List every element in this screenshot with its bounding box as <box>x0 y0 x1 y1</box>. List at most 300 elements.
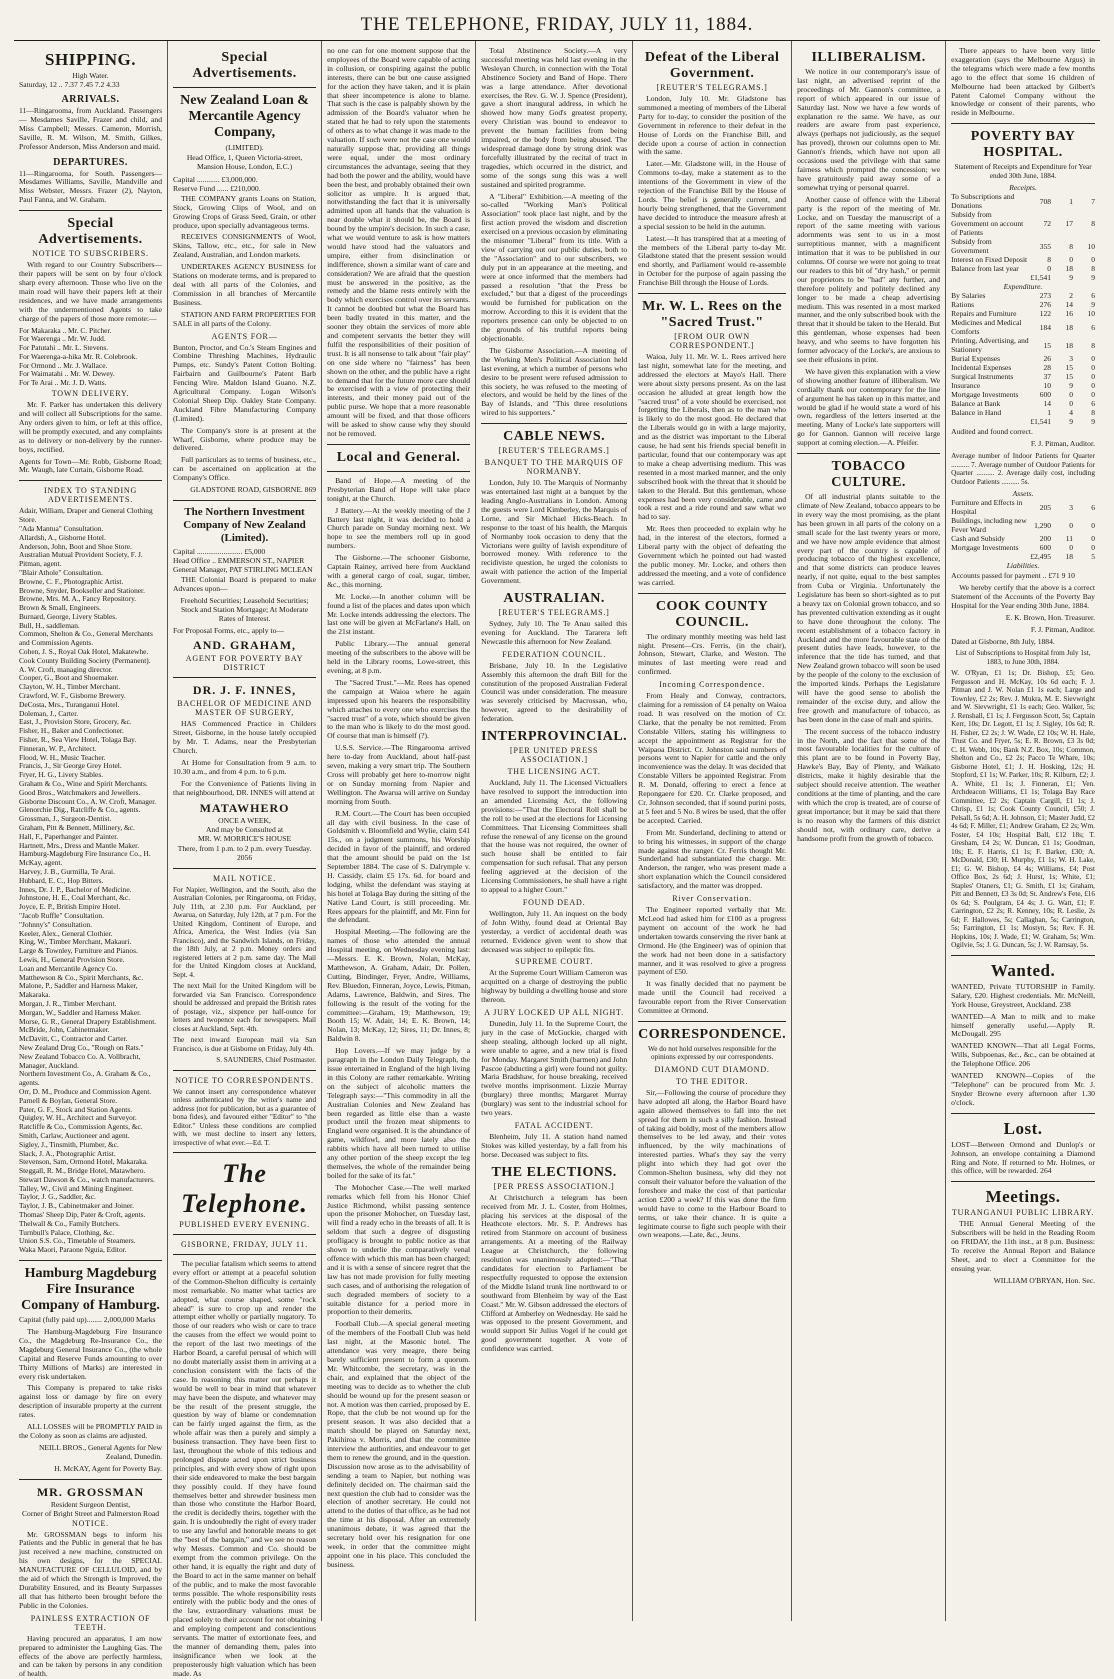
index-item: Anderson, John, Boot and Shoe Store. <box>19 541 132 551</box>
meetings-heading: Meetings. <box>985 1187 1061 1207</box>
table-row <box>951 516 1095 534</box>
index-item: A. W. Croft, managing director. <box>19 664 113 674</box>
local-item: The Mohocher Case.—The well marked remarks which fell from his Honor Chief Justice Richmond, whilst passing sentence upon the prisoner Mohocher, on Tuesday last, will find a ready echo in the breasts of all. It is seldom that such a degree of disgusting profligacy is brought to public notice as that shown to underlie the comparatively venal offence with which this man has been charged; and it is with a sense of sincere regret that the law has not made provision for fully meeting such cases, and of authorising the relegation of such degraded members of society to a suitable distance for a period more in proportion to their demerits. <box>327 1182 471 1317</box>
row-label: Incidental Expenses <box>951 363 1012 373</box>
innes-text-3: For the Convenience of Patients living in that neighbourhood, DR. INNES will attend at <box>173 778 317 797</box>
amount-cell: 0 <box>1091 390 1095 400</box>
column-5 <box>633 41 792 1621</box>
federation-heading: FEDERATION COUNCIL. <box>502 649 607 659</box>
grossman-text: Mr. GROSSMAN begs to inform his Patients and the Public in general that he has just received a new machine, constructed on his own designs, for the SPECIAL MANUFACTURE OF CELLULOID, and by the aid of which the Strength is Improved, the Durability Ensured, and its Beauty Surpasses all that has hitherto been brought before the Public in the Colonies. <box>19 1529 163 1610</box>
row-label: Subsidy from Government on account of Patients <box>951 210 1024 238</box>
index-heading: INDEX TO STANDING ADVERTISEMENTS. <box>43 486 138 505</box>
painless-text: Having procured an apparatus, I am now prepared to administer the Laughing Gas. The effects of the above are perfectly harmless, and can be taken by persons in any condition of health. <box>19 1633 163 1679</box>
index-item: Browne, Mrs. M. A., Fancy Repository. <box>19 594 137 604</box>
index-item: Cook County Building Society (Permanent). <box>19 655 151 665</box>
amount-cell: 9 <box>1069 417 1073 427</box>
assets-table <box>951 498 1095 561</box>
local-item: The Gisborne.—The schooner Gisborne, Captain Rainey, arrived here from Auckland with a general cargo of coal, sugar, timber, &c., this morning. <box>327 553 471 589</box>
supreme-court-heading: SUPREME COURT. <box>515 957 594 967</box>
northern-forms: For Proposal Forms, etc., apply to— <box>173 625 284 635</box>
grossman-subtitle: Resident Surgeon Dentist, <box>50 1499 131 1509</box>
mail-text-3: The next inward European mail via San Francisco, is due at Gisborne on Friday, July 4th. <box>173 1036 317 1053</box>
row-label <box>951 273 1029 282</box>
diamond-to: TO THE EDITOR. <box>675 1076 749 1086</box>
cook-county-heading: COOK COUNTY COUNCIL. <box>655 598 769 630</box>
index-item: Stevenson, Sam, Ormond Hotel, Makaraka. <box>19 1157 148 1167</box>
index-item: Cohen, J. S., Royal Oak Hotel, Makatewhe. <box>19 647 149 657</box>
index-item: Crawford, W. F., Gisborne Brewery. <box>19 691 126 701</box>
index-item: Stewart Dawson & Co., watch manufacturers. <box>19 1174 155 1184</box>
amount-cell: 16 <box>1065 309 1073 319</box>
elections-text: At Christchurch a telegram has been received from Mr. J. L. Coster, from Holmes, placing his services at the disposal of the Heathcote electors. Mr. S. P. Andrews has retired from Stanmore on account of business arrangements. At a meeting of the Railway League at Christchurch, the following resolution was unanimously adopted:—"That candidates for election to Parliament be respectfully requested to oppose the extension of the Middle Island trunk line northward to or southward from Blenheim by way of the East Coast." Mr. W. Gibson addressed the electors of Clifford at Amberley on Wednesday. He said he was opposed to the present Government, and would support Sir Julius Vogel if he could get good government together. A vote of confidence was carried. <box>481 1192 628 1354</box>
river-text-2: It was finally decided that no payment be made until the Council had received a favourable report from the River Conservation Committee at Ormond. <box>638 979 787 1016</box>
town-delivery-text: Mr. F. Parker has undertaken this delivery and will collect all Subscriptions for the same. Any orders given to him, or left at this office, will be promptly executed, and any complaints as to delivery or non-delivery by the runner-boys, rectified. <box>19 400 163 454</box>
amount-cell: 2 <box>1069 291 1073 301</box>
amount-cell: 355 <box>1039 241 1051 251</box>
amount-cell: 15 <box>1065 363 1073 373</box>
wanted-heading: Wanted. <box>990 960 1056 980</box>
divider <box>173 1070 316 1071</box>
licensing-heading: THE LICENSING ACT. <box>507 767 601 777</box>
defeat-text-3: Latest.—It has transpired that at a meeting of the members of the Liberal party to-day Mr. Gladstone stated that the present session would end shortly, and Parliament would re-assemble in October for the purpose of again passing the Franchise Bill through the House of Lords. <box>638 233 787 288</box>
arrivals-text: 11—Ringarooma, from Auckland. Passengers — Mesdames Saville, Frazer and child, and Miss Campbell; Messrs. Cameron, Morrish, Saville, R. M. Wilson, M. Smith, Gilkes, Professor Anderson, Miss Anderson and maid. <box>19 106 163 151</box>
index-item: "Ada Mantua" Consultation. <box>19 523 104 533</box>
river-text: The Engineer reported verbally that Mr. McLeod had asked him for £100 as a progress payment on account of the work he had undertaken towards conserving the river bank at Ormond. He (the Engineer) was of opinion that the work had not been done in a satisfactory manner, and it was resolved to give a progress payment of £50. <box>638 905 787 977</box>
nzloan-text-5: The Company's store is at present at the Wharf, Gisborne, where produce may be delivered. <box>173 425 317 453</box>
amount-cell: 6 <box>1091 322 1095 332</box>
index-item: Glenorchie Dig., Ratcliffe & Co., agents. <box>19 805 141 815</box>
index-item: Flood, W. H., Music Teacher. <box>19 752 106 762</box>
local-item: U.S.S. Service.—The Ringarooma arrived here to-day from Auckland, about half-past seven, making a very smart trip. The Southern Cross will probably get here to-morrow night or on Sunday morning from Napier and Wellington. The Awarua will arrive on Sunday morning from South. <box>327 743 471 806</box>
index-item: Morgan, W., Saddler and Harness Maker. <box>19 1007 141 1017</box>
local-item: J Battery.—At the weekly meeting of the J Battery last night, it was decided to hold a Church parade on Sunday morning next. We hope to see the members roll up in good numbers. <box>327 505 471 551</box>
amount-cell: 28 <box>1043 363 1051 373</box>
index-item: Slack, J. A., Photographic Artist. <box>19 1148 116 1158</box>
masthead: THE TELEPHONE, FRIDAY, JULY 11, 1884. <box>14 12 1100 41</box>
receipts-heading: Receipts. <box>1009 183 1037 193</box>
defeat-heading: Defeat of the Liberal Government. <box>644 50 780 81</box>
northern-list: Freehold Securities; Leasehold Securities; Stock and Station Mortgage; At Moderate Rates of Interest. <box>180 595 309 623</box>
index-item: Hartnett, Mrs., Dress and Mantle Maker. <box>19 840 140 850</box>
index-item: Graham & Co., Wine and Spirit Merchants. <box>19 779 148 789</box>
divider <box>327 444 470 445</box>
index-item: Harvey, J. B., Gurmilla, Te Arai. <box>19 867 115 876</box>
innes-house: MR. W. MORRICE'S HOUSE <box>197 833 292 843</box>
elections-heading: THE ELECTIONS. <box>491 1164 617 1180</box>
index-item: Clayton, W. H., Timber Merchant. <box>19 682 121 692</box>
tide-row: Saturday, 12 .. 7.37 7.45 7.2 4.33 <box>19 80 120 89</box>
northern-title: The Northern Investment Company of New Zealand (Limited). <box>183 506 306 544</box>
departures-heading: DEPARTURES. <box>53 156 128 168</box>
divider <box>173 1234 316 1235</box>
index-item: Lewis, H., General Provision Store. <box>19 954 125 964</box>
index-item: Finneran, W. P., Architect. <box>19 743 97 753</box>
amount-cell: 26 <box>1043 354 1051 364</box>
amount-cell: 9 <box>1069 381 1073 391</box>
index-item: Graham, Pitt & Bennett, Millinery, &c. <box>19 823 135 833</box>
index-item: Innes, Dr. J. P., Bachelor of Medicine. <box>19 884 132 894</box>
innes-title: DR. J. F. INNES, <box>192 683 297 698</box>
wanted-item: WANTED—A Man to milk and to make himself generally useful.—Apply R. McDougall. 295 <box>951 1011 1095 1039</box>
illiberalism-text-3: We have given this explanation with a view of showing another feature of illiberalism. We cordially thank our contemporary for the line of argument he has taken up in this matter, and would be glad if he would state a word of his own, regardless of the letters inserted at the meeting. Many of Locke's late supporters will go for Gannon. Gannon will receive large support at coming election.—A. Pfeifer. <box>797 366 941 448</box>
table-row <box>951 417 1095 426</box>
row-label: Repairs and Furniture <box>951 309 1017 319</box>
amount-cell: 3 <box>1069 354 1073 364</box>
amount-cell: 708 <box>1039 196 1051 206</box>
nzloan-title: New Zealand Loan & Mercantile Agency Company, <box>180 93 309 140</box>
column-2 <box>168 41 322 1678</box>
published-line: PUBLISHED EVERY EVENING. <box>179 1220 310 1229</box>
hamburg-capital: Capital (fully paid up)........ 2,000,000 Marks <box>19 1315 156 1325</box>
row-label: Medicines and Medical Comforts <box>951 318 1022 337</box>
index-item: Brown & Small, Engineers. <box>19 603 101 613</box>
amount-cell: 200 <box>1039 534 1051 544</box>
amount-cell: 276 <box>1039 300 1051 310</box>
index-item: Keeler, Alex., General Clothier. <box>19 928 113 938</box>
interprovincial-heading: INTERPROVINCIAL. <box>481 729 628 745</box>
index-item: Francis, J., Sir George Grey Hotel. <box>19 761 122 771</box>
agent-item: For Makaraka .. Mr. C. Pitcher. <box>19 325 112 335</box>
graham-title: AND. GRAHAM, <box>193 638 297 653</box>
table-row <box>951 300 1095 309</box>
innes-text-4: And may be Consulted at <box>205 824 284 834</box>
amount-cell: 0 <box>1091 381 1095 391</box>
index-item: Fisher, H., Baker and Confectioner. <box>19 726 124 736</box>
wanted-item: WANTED KNOWN—Copies of the "Telephone" can be procured from Mr. J. Snyder Browne every afternoon after 1.30 o'clock. <box>951 1071 1095 1107</box>
receipts-table <box>951 192 1095 282</box>
fatal-accident-text: Blenheim, July 11. A station hand named Stokes was killed yesterday, by a fall from his horse. Deceased was subject to fits. <box>481 1132 628 1159</box>
index-item: Taylor, J. B., Cabinetmaker and Joiner. <box>19 1201 134 1211</box>
local-item: The "Sacred Trust."—Mr. Rees has opened the campaign at Waioa where he again impressed upon his hearers the responsibility which attaches to every one who exercises the "sacred trust" of a vote, which should be given to the man who is likely to do the most good. Of course that man is himself (?). <box>327 677 471 741</box>
index-item: Fisher, R., Sea View Hotel, Tolaga Bay. <box>19 735 137 745</box>
divider <box>951 1181 1095 1182</box>
index-item: McBride, John, Cabinetmaker. <box>19 1025 110 1035</box>
nzloan-capital: Capital ............ £3,000,000. <box>173 174 258 184</box>
divider <box>173 500 316 501</box>
audited-line: Audited and found correct. <box>951 427 1033 437</box>
amount-cell: 0 <box>1091 363 1095 373</box>
row-label: Mortgage Investments <box>951 390 1019 400</box>
amount-cell: 600 <box>1039 543 1051 553</box>
local-item: Hop Lovers.—If we may judge by a paragraph in the London Daily Telegraph, the issue entertained in England of the high living in this Colony are rather remarkable. Writing on the subject of alcoholic matters the Telegraph says:—"This commodity in all the Australian Colonies and New Zealand has been regarded as little else than a waste product until the frozen meat shipments to England were organised. It is the abundance of game, wildfowl, and more lately also the rabbits which have all been turned to utilise any other portion of the sheep except the leg themselves, the whole of the remainder being boiled for the sake of its fat." <box>327 1046 471 1180</box>
rees-text-2: Mr. Rees then proceeded to explain why he had, in the interest of the electors, formed a Liberal party with the object of defeating the Government which he pointed out had wasted the public money. Mr. Locke, and others then addressed the meeting, and a vote of confidence was carried. <box>638 524 787 587</box>
index-item: Morse, G. R., General Drapery Establishment. <box>19 1016 157 1026</box>
table-row <box>951 336 1095 354</box>
agent-item: For Waerenga-a-hika Mr. R. Colebrook. <box>19 351 138 361</box>
jury-text: Dunedin, July 11. In the Supreme Court, the jury in the case of McGuckie, charged with sheep stealing, although locked up all night, were unable to agree, and a new trial is fixed for Monday. Margaret Smith (barmen) and John Pascoe (abducting a girl) were found not guilty. Maria Bradshaw, for house breaking, received twelve months imprisonment. Lizzie Murray (burglary) three months; Margaret Murray (burglary) was sent to the industrial school for two years. <box>481 1019 628 1118</box>
table-row <box>951 543 1095 552</box>
amount-cell: 15 <box>1065 372 1073 382</box>
amount-cell: 18 <box>1065 322 1073 332</box>
table-row <box>951 264 1095 273</box>
row-label: Interest on Fixed Deposit <box>951 255 1028 265</box>
agents-list <box>19 327 162 389</box>
rees-heading: Mr. W. L. Rees on the "Sacred Trust." <box>642 299 783 331</box>
illiberalism-text-2: Another cause of offence with the Liberal party is the report of the meeting of Mr. Locke, and on Tuesday the manuscript of a report of the same meeting with various adornments was sent to us in a most surreptitious manner, with a magnificent intimation that it was to be published in our columns. Of course we were not going to treat our readers to this bit of "dry hash," or permit our proprietors to be "had" any further, and therefore politely and politely declined any longer to be made a cheap advertising medium. This was resented in a most marked manner, and the only subscribed book with the threat that it should be taken to the Herald. But this gentleman, whose expenses had been heavy, and who seems to have forgotten his former advocacy of the Locke's, are anxious to see their effusions in print. <box>797 194 941 364</box>
rees-source: [FROM OUR OWN CORRESPONDENT.] <box>669 332 755 351</box>
arrivals-heading: ARRIVALS. <box>61 94 120 105</box>
index-item: Thelwall & Co., Family Butchers. <box>19 1218 120 1228</box>
index-item: New Zealand Drug Co., "Rough on Rats." <box>19 1042 144 1052</box>
index-item: McDavitt, C., Contractor and Carter. <box>19 1034 128 1044</box>
defeat-text-2: Later.—Mr. Gladstone will, in the House of Commons to-day, make a statement as to the intentions of the Government in view of the rejection of the Franchise Bill by the House of Lords. The belief is generally current, and hourly being strengthened, that the Government have decided to introduce the measure afresh at a special session to be held in the autumn. <box>638 159 787 231</box>
high-water-label: High Water. <box>72 71 109 80</box>
expenditure-table <box>951 291 1095 426</box>
index-item: King, W., Timber Merchant, Makauri. <box>19 937 132 947</box>
correspondence-note: We do not hold ourselves responsible for the opinions expressed by our correspondents. <box>648 1044 777 1062</box>
table-row <box>951 237 1095 255</box>
departures-text: 11—Ringarooma, for South. Passengers—Mesdames Williams, Saville, Mandville and Miss Webster, Messrs. Frazer (2), Nayton, Paul Fanna, and W. Graham. <box>19 168 163 205</box>
correspondents-heading: NOTICE TO CORRESPONDENTS. <box>175 1075 314 1085</box>
agent-item: For Patutahi .. Mr. L. Stevens. <box>19 343 109 353</box>
divider <box>638 1021 786 1022</box>
hamburg-title: Hamburg Magdeburg Fire Insurance Company of Hamburg. <box>21 1266 160 1314</box>
australian-text: Sydney, July 10. The Te Anau sailed this evening for Auckland. The Tararera left Newcastle this afternoon for New Zealand. <box>481 619 628 646</box>
amount-cell: 9 <box>1091 300 1095 310</box>
column-6 <box>792 41 946 1621</box>
index-item: Sigley, J., Tinsmith, Plumber, &c. <box>19 1139 119 1149</box>
index-item: Common, Shelton & Co., General Merchants and Commission Agents. <box>19 629 153 648</box>
amount-cell: 0 <box>1091 520 1095 530</box>
licensing-text: Auckland, July 11. The Licensed Victuallers have resolved to support the introduction into an amended Licensing Act, the following provisions:—"That the Electoral Roll shall be the roll to be used at the elections for Licensing Committees. That Licensing Committees shall refuse the renewal of any license on the ground that the house was not required, the owner of such house shall be entitled to fair compensation for such refusal. That any person feeling aggrieved at the decision of the Licensing Commissioners, he shall have a right to appeal to a higher Court." <box>481 778 628 894</box>
nzloan-reserve: Reserve Fund ...... £210,000. <box>173 183 261 193</box>
wanted-item: WANTED KNOWN—That all Legal Forms, Wills, Subpoenas, &c., &c., can be obtained at the Telephone Office. 206 <box>951 1041 1095 1069</box>
table-row <box>951 363 1095 372</box>
found-dead-text: Wellington, July 11. An inquest on the body of John Withy, found dead at Oriental Bay yesterday, a verdict of accidental death was returned. Evidence given went to show that deceased was subject to epileptic fits. <box>481 908 628 954</box>
correspondence-heading: CORRESPONDENCE. <box>638 1026 787 1042</box>
index-item: Doleman, J., Carter. <box>19 708 79 718</box>
correspondents-text: We cannot insert any correspondence whatever unless authenticated by the writer's name and address (not for publication, but as a guarantee of bona fides), and favoured either "Editor" to "the Editor." Unless these conditions are complied with, we must decline to insert any letters, irrespective of what ever.—Ed. T. <box>173 1087 317 1147</box>
mail-heading: MAIL NOTICE. <box>213 873 277 883</box>
index-item: Fryer, H. G., Livery Stables. <box>19 770 104 780</box>
index-item: "Blair Athole" Consultation. <box>19 567 103 577</box>
illiberalism-text: We notice in our contemporary's issue of last night, an advertised reprint of the proceedings of Mr. Gannon's committee, a report of which appeared in our issue of Saturday last. Now we have a few words of explanation re the same. We have, as our readers are aware from past experience, always (perhaps not judiciously, as the sequel has proved), thrown our columns open to Mr. Gannon's friends, which have not upon all occasions used the privilege with that same fairness which prompted the concession; we have gratuitously paid away some of a somewhat trying or personal quarrel. <box>797 67 941 192</box>
row-label: Mortgage Investments <box>951 543 1019 553</box>
amount-cell: 273 <box>1039 291 1051 301</box>
index-item: Turnbull's Palace, Clothing, &c. <box>19 1227 115 1237</box>
agent-item: For Waerenga .. Mr. W. Judd. <box>19 334 106 344</box>
northern-manager: General Manager, PAT STIRLING MCLEAN <box>173 565 313 574</box>
index-item: Burnard, George, Livery Stables. <box>19 611 117 621</box>
diamond-heading: DIAMOND CUT DIAMOND. <box>654 1064 770 1074</box>
amount-cell: 0 <box>1069 520 1073 530</box>
divider <box>173 868 316 869</box>
auditor-line: F. J. Pitman, Auditor. <box>1030 439 1095 449</box>
amount-cell: 8 <box>1047 255 1051 265</box>
row-label <box>951 552 1029 561</box>
index-item: Bull, H., saddleman. <box>19 620 80 630</box>
innes-place: MATAWHERO <box>199 800 290 815</box>
hamburg-signature-2: H. McKAY, Agent for Poverty Bay. <box>54 1463 163 1473</box>
cable-heading: CABLE NEWS. <box>503 429 606 445</box>
amount-cell: 9 <box>1091 273 1095 283</box>
amount-cell: 6 <box>1091 291 1095 301</box>
cable-text: London, July 10. The Marquis of Normanby was entertained last night at a banquet by the leading Anglo-Australians in London. Among the guests were Lord Kimberley, the Marquis of Lorne, and Sir Michael Hicks-Beach. In response to the toast of his health, the Marquis of Normanby took occasion to deny that the Victorians were guilty of lavish expenditure of borrowed money. With reference to the recidiviste question, he urged the colonists to await with patience the action of the Imperial Government. <box>481 478 628 586</box>
grossman-address: Corner of Bright Street and Palmerston Road <box>21 1508 160 1518</box>
amount-cell: 17 <box>1065 219 1073 229</box>
hospital-subheading: Statement of Receipts and Expenditure for Year ended 30th June, 1884. <box>954 163 1092 180</box>
agents-for-heading: AGENTS FOR— <box>211 331 278 341</box>
amount-cell: 3 <box>1069 502 1073 512</box>
row-label: Burial Expenses <box>951 354 1001 364</box>
amount-cell: 4 <box>1069 408 1073 418</box>
liabilities-text: Accounts passed for payment .. £71 9 10 <box>951 571 1075 581</box>
index-item: Taylor, J. G., Saddler, &c. <box>19 1192 96 1202</box>
australian-heading: AUSTRALIAN. <box>503 591 605 607</box>
innes-text-2: At Home for Consultation from 9 a.m. to 10.30 a.m., and from 4 p.m. to 6 p.m. <box>173 758 317 776</box>
row-label: Furniture and Effects in Hospital <box>951 498 1023 517</box>
amount-cell: 122 <box>1039 309 1051 319</box>
divider <box>173 1254 316 1255</box>
northern-capital: Capital ........................ £5,000 <box>173 547 266 556</box>
northern-office: Head Office .. EMMERSON ST., NAPIER <box>173 556 305 565</box>
amount-cell: 0 <box>1091 354 1095 364</box>
amount-cell: 8 <box>1069 241 1073 251</box>
row-label: By Salaries <box>951 291 986 301</box>
index-item: Morgan, J. R., Timber Merchant. <box>19 998 117 1008</box>
nzloan-office: Head Office, 1, Queen Victoria-street, Mansion House, London, E.C.) <box>186 153 303 171</box>
graham-subtitle: AGENT FOR POVERTY BAY DISTRICT <box>185 654 304 673</box>
divider <box>173 677 316 678</box>
row-label: Cash and Subsidy <box>951 534 1005 544</box>
amount-cell: £2,495 <box>1030 552 1051 562</box>
index-item: East, J., Provision Store, Grocery, &c. <box>19 717 132 727</box>
columns <box>14 41 1100 1679</box>
nzloan-text: THE COMPANY grants Loans on Station, Stock, Growing Clips of Wool, and on Growing Crops of Grass Seed, Grain, or other produce, upon specially advantageous terms. <box>173 193 317 230</box>
row-label: Rations <box>951 300 975 310</box>
index-item: Steggall, R. M., Bridge Hotel, Matawhero. <box>19 1166 146 1176</box>
row-label: Buildings, including new Fever Ward <box>951 516 1027 535</box>
agent-item: For Ormond .. Mr. J. Wallace. <box>19 360 108 370</box>
index-item: Joyce, E. P., British Empire Hotel. <box>19 902 121 912</box>
amount-cell: 0 <box>1069 399 1073 409</box>
divider <box>173 1152 316 1153</box>
amount-cell: 72 <box>1043 219 1051 229</box>
local-item: The Gisborne Association.—A meeting of the Working Men's Political Association held last evening, at which a number of persons who desire to be present were refused admission to this society, he was refused to the meeting of electors, and would be held by the lines of the Bay of Islands, and "This three resolutions wired to his supporters." <box>481 345 628 418</box>
intro-text: There appears to have been very little exaggeration (says the Melbourne Argus) in the telegrams which were made a few months ago to the effect that some 16 children of Melbourne had been attacked by Gilbert's Patent Calomel Company without the knowledge or consent of their parents, who reside in Melbourne. <box>951 46 1095 118</box>
treasurer-line: E. K. Brown, Hon. Treasurer. <box>1005 612 1095 622</box>
interprovincial-source: [PER UNITED PRESS ASSOCIATION.] <box>509 746 599 765</box>
table-row <box>951 552 1095 561</box>
local-item: Total Abstinence Society.—A very successful meeting was held last evening in the Wesleyan Church, in connection with the Total Abstinence Society and Band of Hope. There was a large attendance. After devotional exercises, the Rev. G. W. J. Spence (President), gave a short inaugural address, in which he showed how many God's greatest property, every Christian was bound to endeavor to prevent the human facilities from being impaired, or the body from being abused. The widespread damage done by strong drink was forcefully illustrated by the recital of tract in tragedies, which occurred in the district, and some of the songs sung this was a well sustained and spirited programme. <box>481 46 628 189</box>
nzloan-address: GLADSTONE ROAD, GISBORNE. 869 <box>190 485 317 495</box>
amount-cell: 8 <box>1091 219 1095 229</box>
amount-cell: 5 <box>1091 552 1095 562</box>
row-label: Printing, Advertising, and Stationery <box>951 336 1029 355</box>
amount-cell: 8 <box>1091 408 1095 418</box>
nzloan-text-2: RECEIVES CONSIGNMENTS of Wool, Skins, Tallow, etc., etc., for sale in New Zealand, Australian, and London markets. <box>173 232 317 260</box>
index-item: DeCosta, Mrs., Turanganui Hotel. <box>19 699 120 709</box>
defeat-text: London, July 10. Mr. Gladstone has summoned a meeting of members of the Liberal Party for to-day, to consider the position of the Government in reference to their defeat in the House of Lords on the Franchise Bill, and decide upon a course of action in connection with the same. <box>638 94 787 157</box>
amount-cell: 18 <box>1065 264 1073 274</box>
dated-line: Dated at Gisborne, 8th July, 1884. <box>951 636 1055 646</box>
library-signature: WILLIAM O'BRYAN, Hon. Sec. <box>993 1275 1095 1285</box>
index-item: Browne, Snyder, Bookseller and Stationer. <box>19 585 145 595</box>
table-row <box>951 534 1095 543</box>
amount-cell: 8 <box>1091 340 1095 350</box>
nzloan-text-6: Full particulars as to terms of business, etc., can be ascertained on application at the Company's Office. <box>173 455 317 483</box>
amount-cell: 10 <box>1087 309 1095 319</box>
amount-cell: 37 <box>1043 372 1051 382</box>
local-item: A "Liberal" Exhibition.—A meeting of the so-called "Working Man's Political Association" took place last night, and by the first action proved the wisdom and discretion exercised on a previous occasion by eliminating the misnomer "Liberal" from its title. With a view of carrying out our public duties, both to the "Association" and to our subscribers, we duly put in an appearance at the meeting, and were at once informed that the members had passed a resolution "that the Press be excluded," but that a digest of the proceedings would be furnished for publication on the morrow. According to this it is evident that the reporters presence can only be objected to on the grounds of his truthful reports being objectionable. <box>481 191 628 343</box>
index-item: Parnell & Boylan, General Store. <box>19 1095 118 1105</box>
amount-cell: 0 <box>1069 390 1073 400</box>
averages-text: Average number of Indoor Patients for Quarter .......... 7. Average number of Outdoor Patients for Quarter .......... 2. Average daily cost, including Outdoor Patients .......... 5s. <box>951 452 1095 486</box>
amount-cell: 600 <box>1039 390 1051 400</box>
index-item: Orr, D. M., Produce and Commission Agent. <box>19 1086 152 1096</box>
local-items <box>327 477 470 1570</box>
nzloan-text-4: STATION AND FARM PROPERTIES FOR SALE in all parts of the Colony. <box>173 309 317 328</box>
local-item: Band of Hope.—A meeting of the Presbyterian Band of Hope will take place tonight, at the Church. <box>327 475 471 503</box>
amount-cell: 8 <box>1091 264 1095 274</box>
amount-cell: 1,290 <box>1034 520 1051 530</box>
amount-cell: 18 <box>1065 552 1073 562</box>
table-row <box>951 408 1095 417</box>
auditor-line-2: F. J. Pitman, Auditor. <box>1030 624 1095 634</box>
library-heading: TURANGANUI PUBLIC LIBRARY. <box>951 1208 1095 1218</box>
table-row <box>951 390 1095 399</box>
divider <box>19 480 162 481</box>
divider <box>19 210 162 211</box>
amount-cell: 0 <box>1091 534 1095 544</box>
index-item: Thomas' Sheep Dip, Pater & Croft, agents. <box>19 1210 146 1220</box>
amount-cell: 0 <box>1091 372 1095 382</box>
divider <box>797 453 940 454</box>
tobacco-text-2: The recent success of the tobacco industry in the North, and the fact that some of the most favourable localities for the culture of this plant are to be found in Poverty Bay, Hawke's Bay, Bay of Plenty, and Waikato districts, make it highly desirable that the subject should receive attention. The weather conditions at the time of planting, and the care with which the crop is treated, are of course of great importance; but it may be said that there is no reason why the farmers of this district should not, with ordinary care, derive a handsome profit from the growth of tobacco. <box>797 726 941 843</box>
column-7 <box>946 41 1100 1621</box>
amount-cell: £1,541 <box>1030 273 1051 283</box>
divider <box>173 87 316 88</box>
tobacco-text: Of all industrial plants suitable to the climate of New Zealand, tobacco appears to be in every way the most promising, as the plant has been grown in all parts of the colony on a small scale for the last twenty years or more, and we have now ample evidence that almost every part of the country is capable of producing tobacco of the highest excellence, and that some districts can produce leaves nearly, if not quite, equal to the best samples from Cuba or Virginia. Unfortunately the Legislature has been so short-sighted as to put a heavy tax on Colonial grown tobacco, and so has prevented cultivation extending as it ought to have done throughout the colony. The recent establishment of a tobacco factory in Auckland and the more favourable state of the present duties have leads, however, to the inference that the tide has turned, and that New Zealand grown tobacco will soon be used by the people of the colony to the exclusion of the imported kinds. Perhaps the Legislature will have the good sense to abolish the remainder of the excise duty, and allow the free growth and manufacture of tobacco, as has been done in the case of malt and spirits. <box>797 492 941 724</box>
assets-heading: Assets. <box>1012 489 1034 499</box>
northern-text: THE Colonial Board is prepared to make Advances upon— <box>173 575 317 593</box>
elections-source: [PER PRESS ASSOCIATION.] <box>493 1181 615 1191</box>
town-agents-text: Agents for Town—Mr. Robb, Gisborne Road; Mr. Waugh, late Curtain, Gisborne Road. <box>19 456 163 475</box>
library-text: THE Annual General Meeting of the Subscribers will be held in the Reading Room on FRIDAY, the 11th inst., at 8 p.m. Business: To receive the Annual Report and Balance Sheet, and to elect a Committee for the ensuing year. <box>951 1219 1095 1273</box>
town-delivery-heading: TOWN DELIVERY. <box>51 389 130 399</box>
amount-cell: 10 <box>1043 381 1051 391</box>
divider <box>327 471 470 472</box>
table-row <box>951 210 1095 237</box>
index-item: Australian Mutual Provident Society, F. J. Pitman, agent. <box>19 550 143 569</box>
amount-cell: 9 <box>1069 273 1073 283</box>
amount-cell: 14 <box>1043 399 1051 409</box>
tobacco-heading: TOBACCO CULTURE. <box>831 459 906 491</box>
australian-source: [REUTER'S TELEGRAMS.] <box>498 608 610 618</box>
divider <box>951 123 1095 124</box>
river-heading: River Conservation. <box>672 894 752 904</box>
cable-subheading: BANQUET TO THE MARQUIS OF NORMANBY. <box>484 458 624 477</box>
table-row <box>951 273 1095 282</box>
amount-cell: 205 <box>1039 502 1051 512</box>
hamburg-text-3: ALL LOSSES will be PROMPTLY PAID in the Colony as soon as claims are adjusted. <box>19 1422 163 1440</box>
hamburg-text: The Hamburg-Magdeburg Fire Insurance Co., the Magdeburg Re-Insurance Co., the Magdeburg General Insurance Co., (the whole Capital and Reserve Funds amounting to over Thirty Millions of Marks) are interested in every risk undertaken. <box>19 1326 163 1381</box>
notice-text: With regard to our Country Subscribers—their papers will be sent on by four o'clock sharp every afternoon. Those who live on the main road will have their papers left at their residences, and we have made arrangements with the undermentioned Agents to take charge of the papers of those more remote:— <box>19 260 163 323</box>
mail-text: For Napier, Wellington, and the South, also the Australian Colonies, per Ringarooma, on Friday, July 11th, at 2.30 p.m. For Auckland, per Awarua, on Saturday, July 12th, at 7 p.m. For the United Kingdom, Continent of Europe, and Africa, America, the West Indies (via San Francisco), and the Sandwich Islands, on Friday, the 18th July, at 2 p.m. Money orders and registered letters at 2 p.m. same day. The Mail for the United Kingdom closes at Auckland, Sept. 4. <box>173 885 317 979</box>
index-item: Pater, G. F., Stock and Station Agents. <box>19 1104 133 1114</box>
index-item: Cooper, G., Boot and Shoemaker. <box>19 673 119 683</box>
dateline: GISBORNE, FRIDAY, JULY 11. <box>181 1240 309 1249</box>
index-item: Hamburg-Magdeburg Fire Insurance Co., H. McKay, agent. <box>19 849 151 868</box>
table-row <box>951 192 1095 210</box>
hamburg-signature: NEILL BROS., General Agents for New Zealand, Dunedin. <box>38 1442 163 1461</box>
leader-article: The peculiar fatalism which seems to attend every effort or attempt at a peaceful solution of the Common-Shelton difficulty is certainly most remarkable. No matter what tactics are adopted, what course shaped, some "rock ahead" is sure to crop up and render the attempt either wholly or partially nugatory. To those of our readers who wish or care to trace the causes from the effect we would point to the report of the last two meetings of the Harbor Board, a careful perusal of which will no doubt materially assist them in arriving at a conclusion consistent with the facts of the case. In reasoning this matter out perhaps it would be well to bear in mind that whatever may have been the dispute, and whatever may be the result of the present struggle, the question by way of blame or condemnation can be fairly urged against the firm, as the whole affair was then a purely and simply a business transaction. They have been first to last, throughout the whole of this tedious and prolonged dispute acted upon strict business principles, and with every show of right upon their side endeavored to make the best bargain they possibly could. If they have found themselves better and shrewder business men than those who constitute the Harbor Board, the credit is decidedly theirs, together with the gain. It is undoubtedly the right of every trader to use any lawful and honorable means to get the "best of the bargain," and we see no reason why Messrs. Common and Co. should be exempt from the common privilege. On the other hand, it is equally the right and duty of the Board to act in the same manner on behalf of the public, and to make the most favorable terms possible. The whole responsibility rests entirely with the public body and the ones of the law, extraordinary valuations must be placed solely to their account for not obtaining and employing competent and conscientious servants. The matter of extortionate fees, and the manner of demanding them, pales into insignificance when we look at the preposterously high valuation which has been made. As <box>173 1259 317 1678</box>
amount-cell: 0 <box>1069 543 1073 553</box>
amount-cell: 6 <box>1091 502 1095 512</box>
supreme-court-text: At the Supreme Court William Cameron was acquitted on a charge of destroying the public highway by building a dwelling house and store thereon. <box>481 968 628 1005</box>
column-1 <box>14 41 168 1679</box>
index-item: Loan and Mercantile Agency Co. <box>19 963 118 973</box>
